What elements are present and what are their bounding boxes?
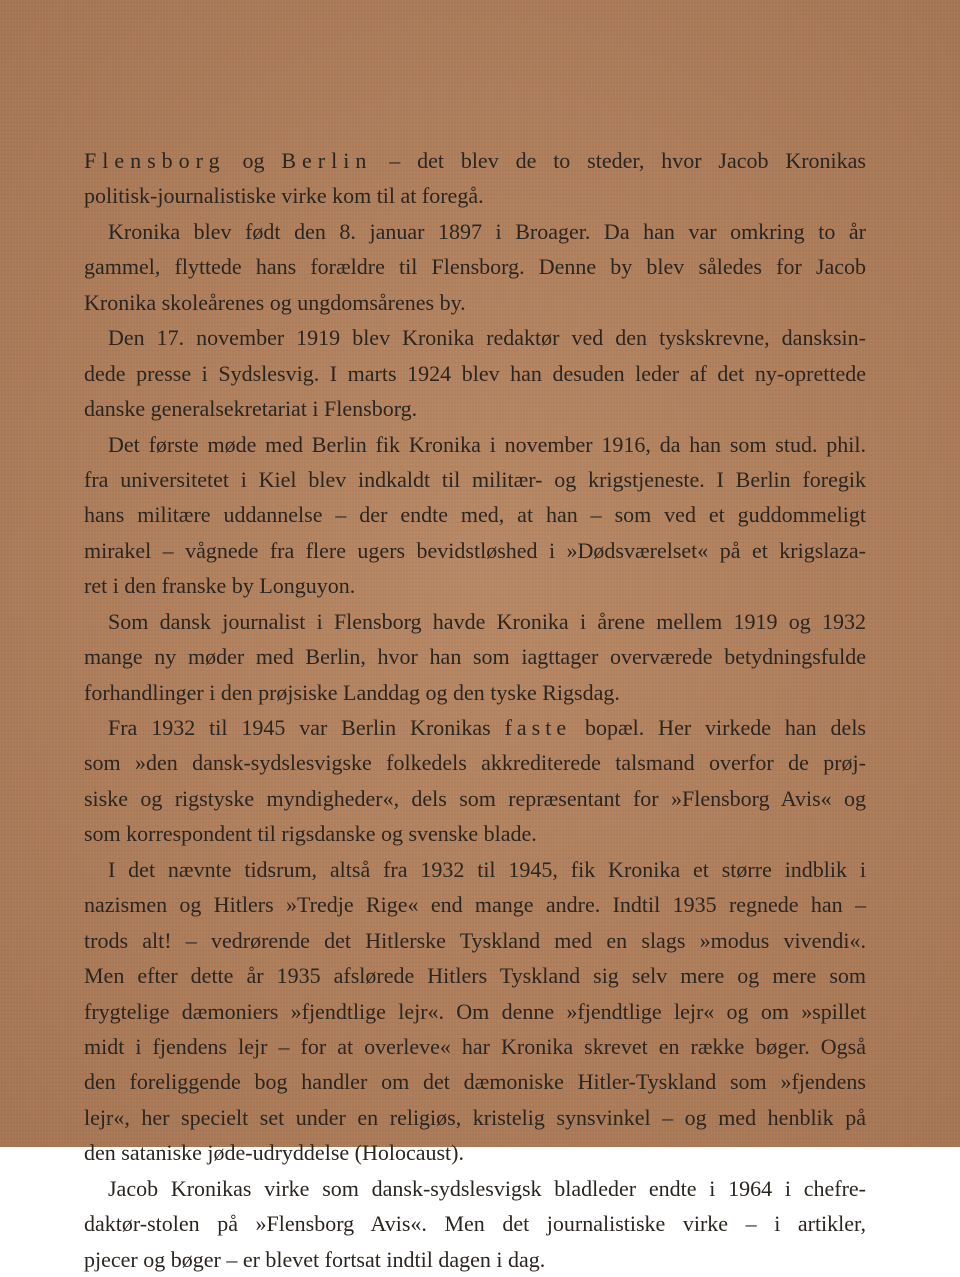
text-line: ret i den franske by Longuyon. <box>84 573 356 599</box>
body-text <box>84 143 866 1277</box>
text-line: Som dansk journalist i Flensborg havde Kronika i årene mellem 1919 og 1932 <box>108 608 866 634</box>
paragraph <box>84 143 866 214</box>
text-line: daktør-stolen på »Flensborg Avis«. Men det journalistiske virke – i artikler, <box>84 1211 866 1237</box>
paragraph <box>84 427 866 604</box>
text-line: I det nævnte tidsrum, altså fra 1932 til 1945, fik Kronika et større indblik i <box>108 856 866 882</box>
paragraph <box>84 604 866 710</box>
text-line: Kronika blev født den 8. januar 1897 i Broager. Da han var omkring to år <box>108 218 866 244</box>
text-line: danske generalsekretariat i Flensborg. <box>84 396 418 422</box>
text-line: pjecer og bøger – er blevet fortsat indtil dagen i dag. <box>84 1246 546 1272</box>
text-line: nazismen og Hitlers »Tredje Rige« end mange andre. Indtil 1935 regnede han – <box>84 892 866 918</box>
text-line: den foreliggende bog handler om det dæmoniske Hitler-Tyskland som »fjendens <box>84 1069 866 1095</box>
text-line: Det første møde med Berlin fik Kronika i november 1916, da han som stud. phil. <box>108 431 866 457</box>
text-line: forhandlinger i den prøjsiske Landdag og den tyske Rigsdag. <box>84 679 620 705</box>
text-line: lejr«, her specielt set under en religiøs, kristelig synsvinkel – og med henblik på <box>84 1104 866 1130</box>
text-line: trods alt! – vedrørende det Hitlerske Tyskland med en slags »modus vivendi«. <box>84 927 866 953</box>
text-line: midt i fjendens lejr – for at overleve« har Kronika skrevet en række bøger. Også <box>84 1033 866 1059</box>
paragraph <box>84 214 866 320</box>
text-line: fra universitetet i Kiel blev indkaldt til militær- og krigstjeneste. I Berlin foregik <box>84 466 866 492</box>
text-line: som korrespondent til rigsdanske og svenske blade. <box>84 821 537 847</box>
text-line: hans militære uddannelse – der endte med, at han – som ved et guddommeligt <box>84 502 866 528</box>
text-line: den sataniske jøde-udryddelse (Holocaust). <box>84 1140 464 1166</box>
paragraph <box>84 710 866 852</box>
paragraph <box>84 1171 866 1277</box>
text-line: Flensborg og Berlin – det blev de to steder, hvor Jacob Kronikas <box>84 148 866 173</box>
paragraph <box>84 320 866 426</box>
text-line: Men efter dette år 1935 afslørede Hitlers Tyskland sig selv mere og mere som <box>84 963 866 989</box>
text-line: mange ny møder med Berlin, hvor han som iagttager overværede betydningsfulde <box>84 644 866 670</box>
text-line: frygtelige dæmoniers »fjendtlige lejr«. Om denne »fjendtlige lejr« og om »spillet <box>84 998 866 1024</box>
text-line: politisk-journalistiske virke kom til at foregå. <box>84 183 484 209</box>
paragraph <box>84 852 866 1171</box>
text-line: Kronika skoleårenes og ungdomsårenes by. <box>84 289 466 315</box>
text-line: Fra 1932 til 1945 var Berlin Kronikas faste bopæl. Her virkede han dels <box>108 715 866 740</box>
text-line: mirakel – vågnede fra flere ugers bevidstløshed i »Dødsværelset« på et krigslaza- <box>84 537 866 563</box>
text-line: gammel, flyttede hans forældre til Flensborg. Denne by blev således for Jacob <box>84 254 866 280</box>
text-line: dede presse i Sydslesvig. I marts 1924 blev han desuden leder af det ny-oprettede <box>84 360 866 386</box>
text-line: siske og rigstyske myndigheder«, dels som repræsentant for »Flensborg Avis« og <box>84 785 866 811</box>
text-line: Den 17. november 1919 blev Kronika redaktør ved den tyskskrevne, dansksin- <box>108 325 866 351</box>
text-line: Jacob Kronikas virke som dansk-sydslesvigsk bladleder endte i 1964 i chefre- <box>108 1175 866 1201</box>
text-line: som »den dansk-sydslesvigske folkedels akkrediterede talsmand overfor de prøj- <box>84 750 866 776</box>
